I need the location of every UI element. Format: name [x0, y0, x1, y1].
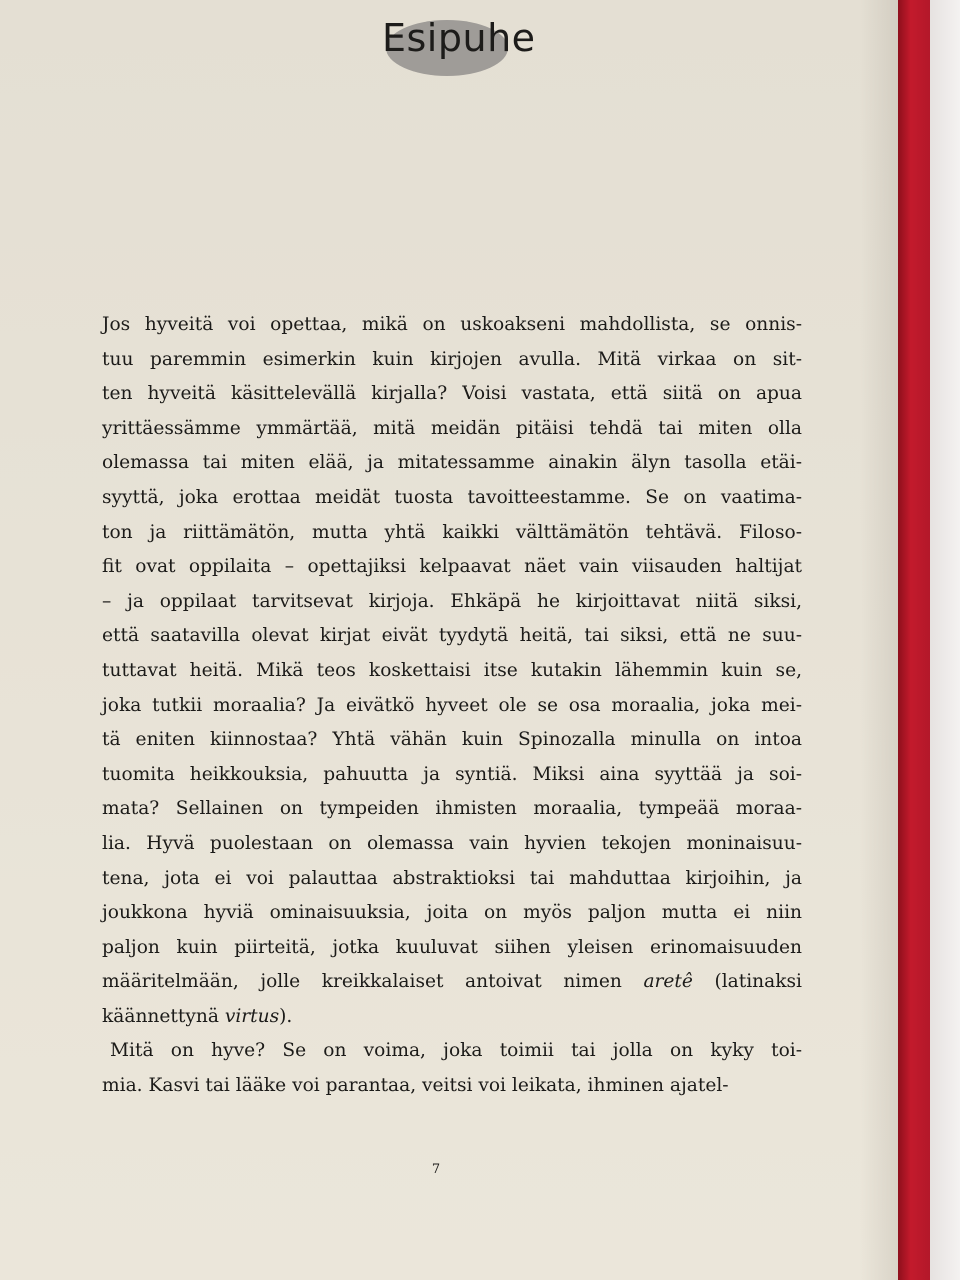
text-line: Jos hyveitä voi opettaa, mikä on uskoakseni mahdollista, se onnis- [102, 314, 802, 335]
background-surface [930, 0, 960, 1280]
page-gutter-shadow [860, 0, 898, 1280]
text-line: fit ovat oppilaita – opettajiksi kelpaavat näet vain viisauden haltijat [102, 556, 802, 578]
chapter-title: Esipuhe [382, 16, 536, 60]
text-line: ton ja riittämätön, mutta yhtä kaikki välttämätön tehtävä. Filoso- [102, 521, 802, 543]
text-line: tuomita heikkouksia, pahuutta ja syntiä. Miksi aina syyttää ja soi- [102, 763, 802, 785]
text-line: tuttavat heitä. Mikä teos koskettaisi itse kutakin lähemmin kuin se, [102, 659, 802, 681]
text-line: tuu paremmin esimerkin kuin kirjojen avulla. Mitä virkaa on sit- [102, 348, 802, 370]
text-line: että saatavilla olevat kirjat eivät tyydytä heitä, tai siksi, että ne suu- [102, 625, 802, 647]
text-line: joukkona hyviä ominaisuuksia, joita on myös paljon mutta ei niin [102, 902, 802, 924]
text-line: olemassa tai miten elää, ja mitatessamme ainakin älyn tasolla etäi- [102, 452, 802, 474]
text-line: syyttä, joka erottaa meidät tuosta tavoitteestamme. Se on vaatima- [102, 486, 802, 508]
book-cover-edge [898, 0, 930, 1280]
chapter-heading [372, 14, 536, 78]
text-line: mata? Sellainen on tympeiden ihmisten moraalia, tympeää moraa- [102, 798, 802, 820]
text-line: paljon kuin piirteitä, jotka kuuluvat siihen yleisen erinomaisuuden [102, 936, 802, 958]
text-line: käännettynä virtus). [102, 1005, 293, 1027]
page-number: 7 [431, 1162, 441, 1177]
text-line: tä eniten kiinnostaa? Yhtä vähän kuin Spinozalla minulla on intoa [102, 729, 802, 751]
text-line: lia. Hyvä puolestaan on olemassa vain hyvien tekojen moninaisuu- [102, 832, 802, 854]
text-line: – ja oppilaat tarvitsevat kirjoja. Ehkäpä he kirjoittavat niitä siksi, [102, 590, 802, 612]
text-line: yrittäessämme ymmärtää, mitä meidän pitäisi tehdä tai miten olla [102, 417, 802, 439]
body-text [102, 308, 802, 1104]
text-line: määritelmään, jolle kreikkalaiset antoivat nimen aretê (latinaksi [102, 971, 802, 993]
text-line: tena, jota ei voi palauttaa abstraktioksi tai mahduttaa kirjoihin, ja [102, 867, 802, 889]
text-line: mia. Kasvi tai lääke voi parantaa, veitsi voi leikata, ihminen ajatel- [102, 1075, 729, 1097]
text-line: ten hyveitä käsittelevällä kirjalla? Voisi vastata, että siitä on apua [102, 383, 802, 405]
text-line: joka tutkii moraalia? Ja eivätkö hyveet ole se osa moraalia, joka mei- [102, 694, 802, 716]
text-line: Mitä on hyve? Se on voima, joka toimii tai jolla on kyky toi- [110, 1040, 802, 1062]
